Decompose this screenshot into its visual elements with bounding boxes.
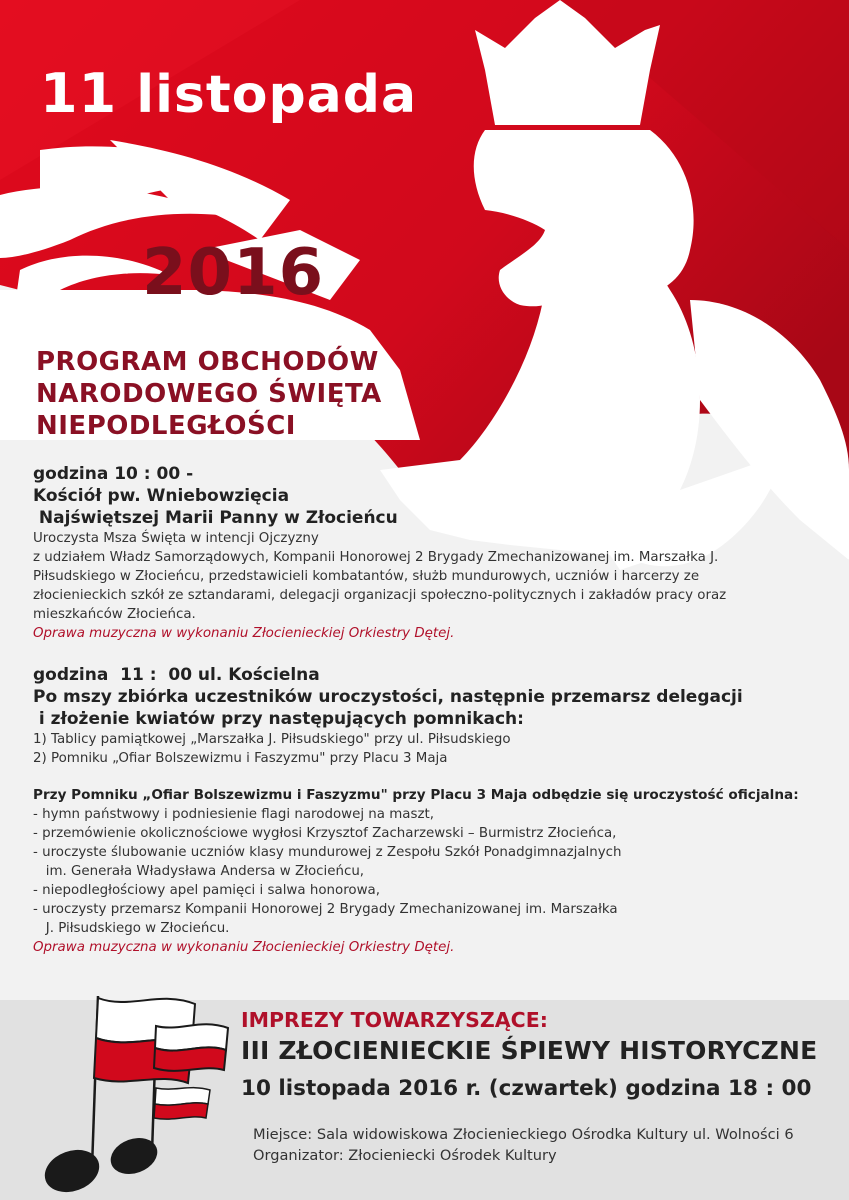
header-month: listopada [136, 65, 418, 125]
program-title-line: NIEPODLEGŁOŚCI [36, 411, 296, 441]
ceremony-item: J. Piłsudskiego w Złocieńcu. [33, 921, 230, 936]
ceremony-heading: Przy Pomniku „Ofiar Bolszewizmu i Faszyzmu" przy Placu 3 Maja odbędzie się uroczystość oficjalna: [33, 787, 799, 803]
event-info [253, 1124, 794, 1166]
section-mass [33, 463, 823, 643]
header-date [40, 62, 417, 125]
music-notes-flags-icon [30, 988, 230, 1200]
section-place: Kościół pw. Wniebowzięcia [33, 486, 290, 506]
program-content [33, 463, 823, 957]
monument-list [33, 730, 823, 768]
ceremony-item: - uroczysty przemarsz Kompanii Honorowej 2 Brygady Zmechanizowanej im. Marszałka [33, 902, 618, 917]
ceremony-item: im. Generała Władysława Andersa w Złocieńcu, [33, 864, 365, 879]
section-description: i złożenie kwiatów przy następujących pomnikach: [33, 709, 524, 729]
section-body [33, 529, 823, 624]
program-title-line: PROGRAM OBCHODÓW [36, 347, 379, 377]
section-place: Najświętszej Marii Panny w Złocieńcu [33, 508, 398, 528]
events-title: IMPREZY TOWARZYSZĄCE: [241, 1008, 548, 1032]
body-line: mieszkańców Złocieńca. [33, 607, 196, 622]
body-line: z udziałem Władz Samorządowych, Kompanii Honorowej 2 Brygady Zmechanizowanej im. Marszałka J. [33, 550, 719, 565]
program-title [36, 346, 382, 442]
section-ceremony [33, 786, 823, 957]
event-date: 10 listopada 2016 r. (czwartek) godzina 18 : 00 [241, 1076, 812, 1101]
music-note: Oprawa muzyczna w wykonaniu Złocienieckiej Orkiestry Dętej. [33, 626, 455, 641]
music-note: Oprawa muzyczna w wykonaniu Złocienieckiej Orkiestry Dętej. [33, 940, 455, 955]
event-organizer: Organizator: Złocieniecki Ośrodek Kultury [253, 1147, 557, 1164]
header-day: 11 [40, 62, 118, 125]
ceremony-item: - niepodległościowy apel pamięci i salwa honorowa, [33, 883, 381, 898]
body-line: złocienieckich szkół ze sztandarami, delegacji organizacji społeczno-politycznych i zakładów pracy oraz [33, 588, 727, 603]
ceremony-item: - przemówienie okolicznościowe wygłosi Krzysztof Zacharzewski – Burmistrz Złocieńca, [33, 826, 617, 841]
section-time: godzina 11 : 00 ul. Kościelna [33, 665, 320, 685]
monument-item: 2) Pomniku „Ofiar Bolszewizmu i Faszyzmu" przy Placu 3 Maja [33, 751, 448, 766]
event-name: III ZŁOCIENIECKIE ŚPIEWY HISTORYCZNE [241, 1036, 818, 1065]
body-line: Piłsudskiego w Złocieńcu, przedstawicieli kombatantów, służb mundurowych, uczniów i harcerzy ze [33, 569, 700, 584]
section-march [33, 664, 823, 768]
event-place: Miejsce: Sala widowiskowa Złocienieckiego Ośrodka Kultury ul. Wolności 6 [253, 1126, 794, 1143]
monument-item: 1) Tablicy pamiątkowej „Marszałka J. Piłsudskiego" przy ul. Piłsudskiego [33, 732, 511, 747]
section-time: godzina 10 : 00 - [33, 464, 194, 484]
header-year: 2016 [142, 236, 325, 310]
ceremony-item: - hymn państwowy i podniesienie flagi narodowej na maszt, [33, 807, 435, 822]
section-description: Po mszy zbiórka uczestników uroczystości, następnie przemarsz delegacji [33, 687, 743, 707]
body-line: Uroczysta Msza Święta w intencji Ojczyzny [33, 531, 319, 546]
ceremony-item: - uroczyste ślubowanie uczniów klasy mundurowej z Zespołu Szkół Ponadgimnazjalnych [33, 845, 622, 860]
ceremony-list [33, 805, 823, 938]
program-title-line: NARODOWEGO ŚWIĘTA [36, 379, 382, 409]
